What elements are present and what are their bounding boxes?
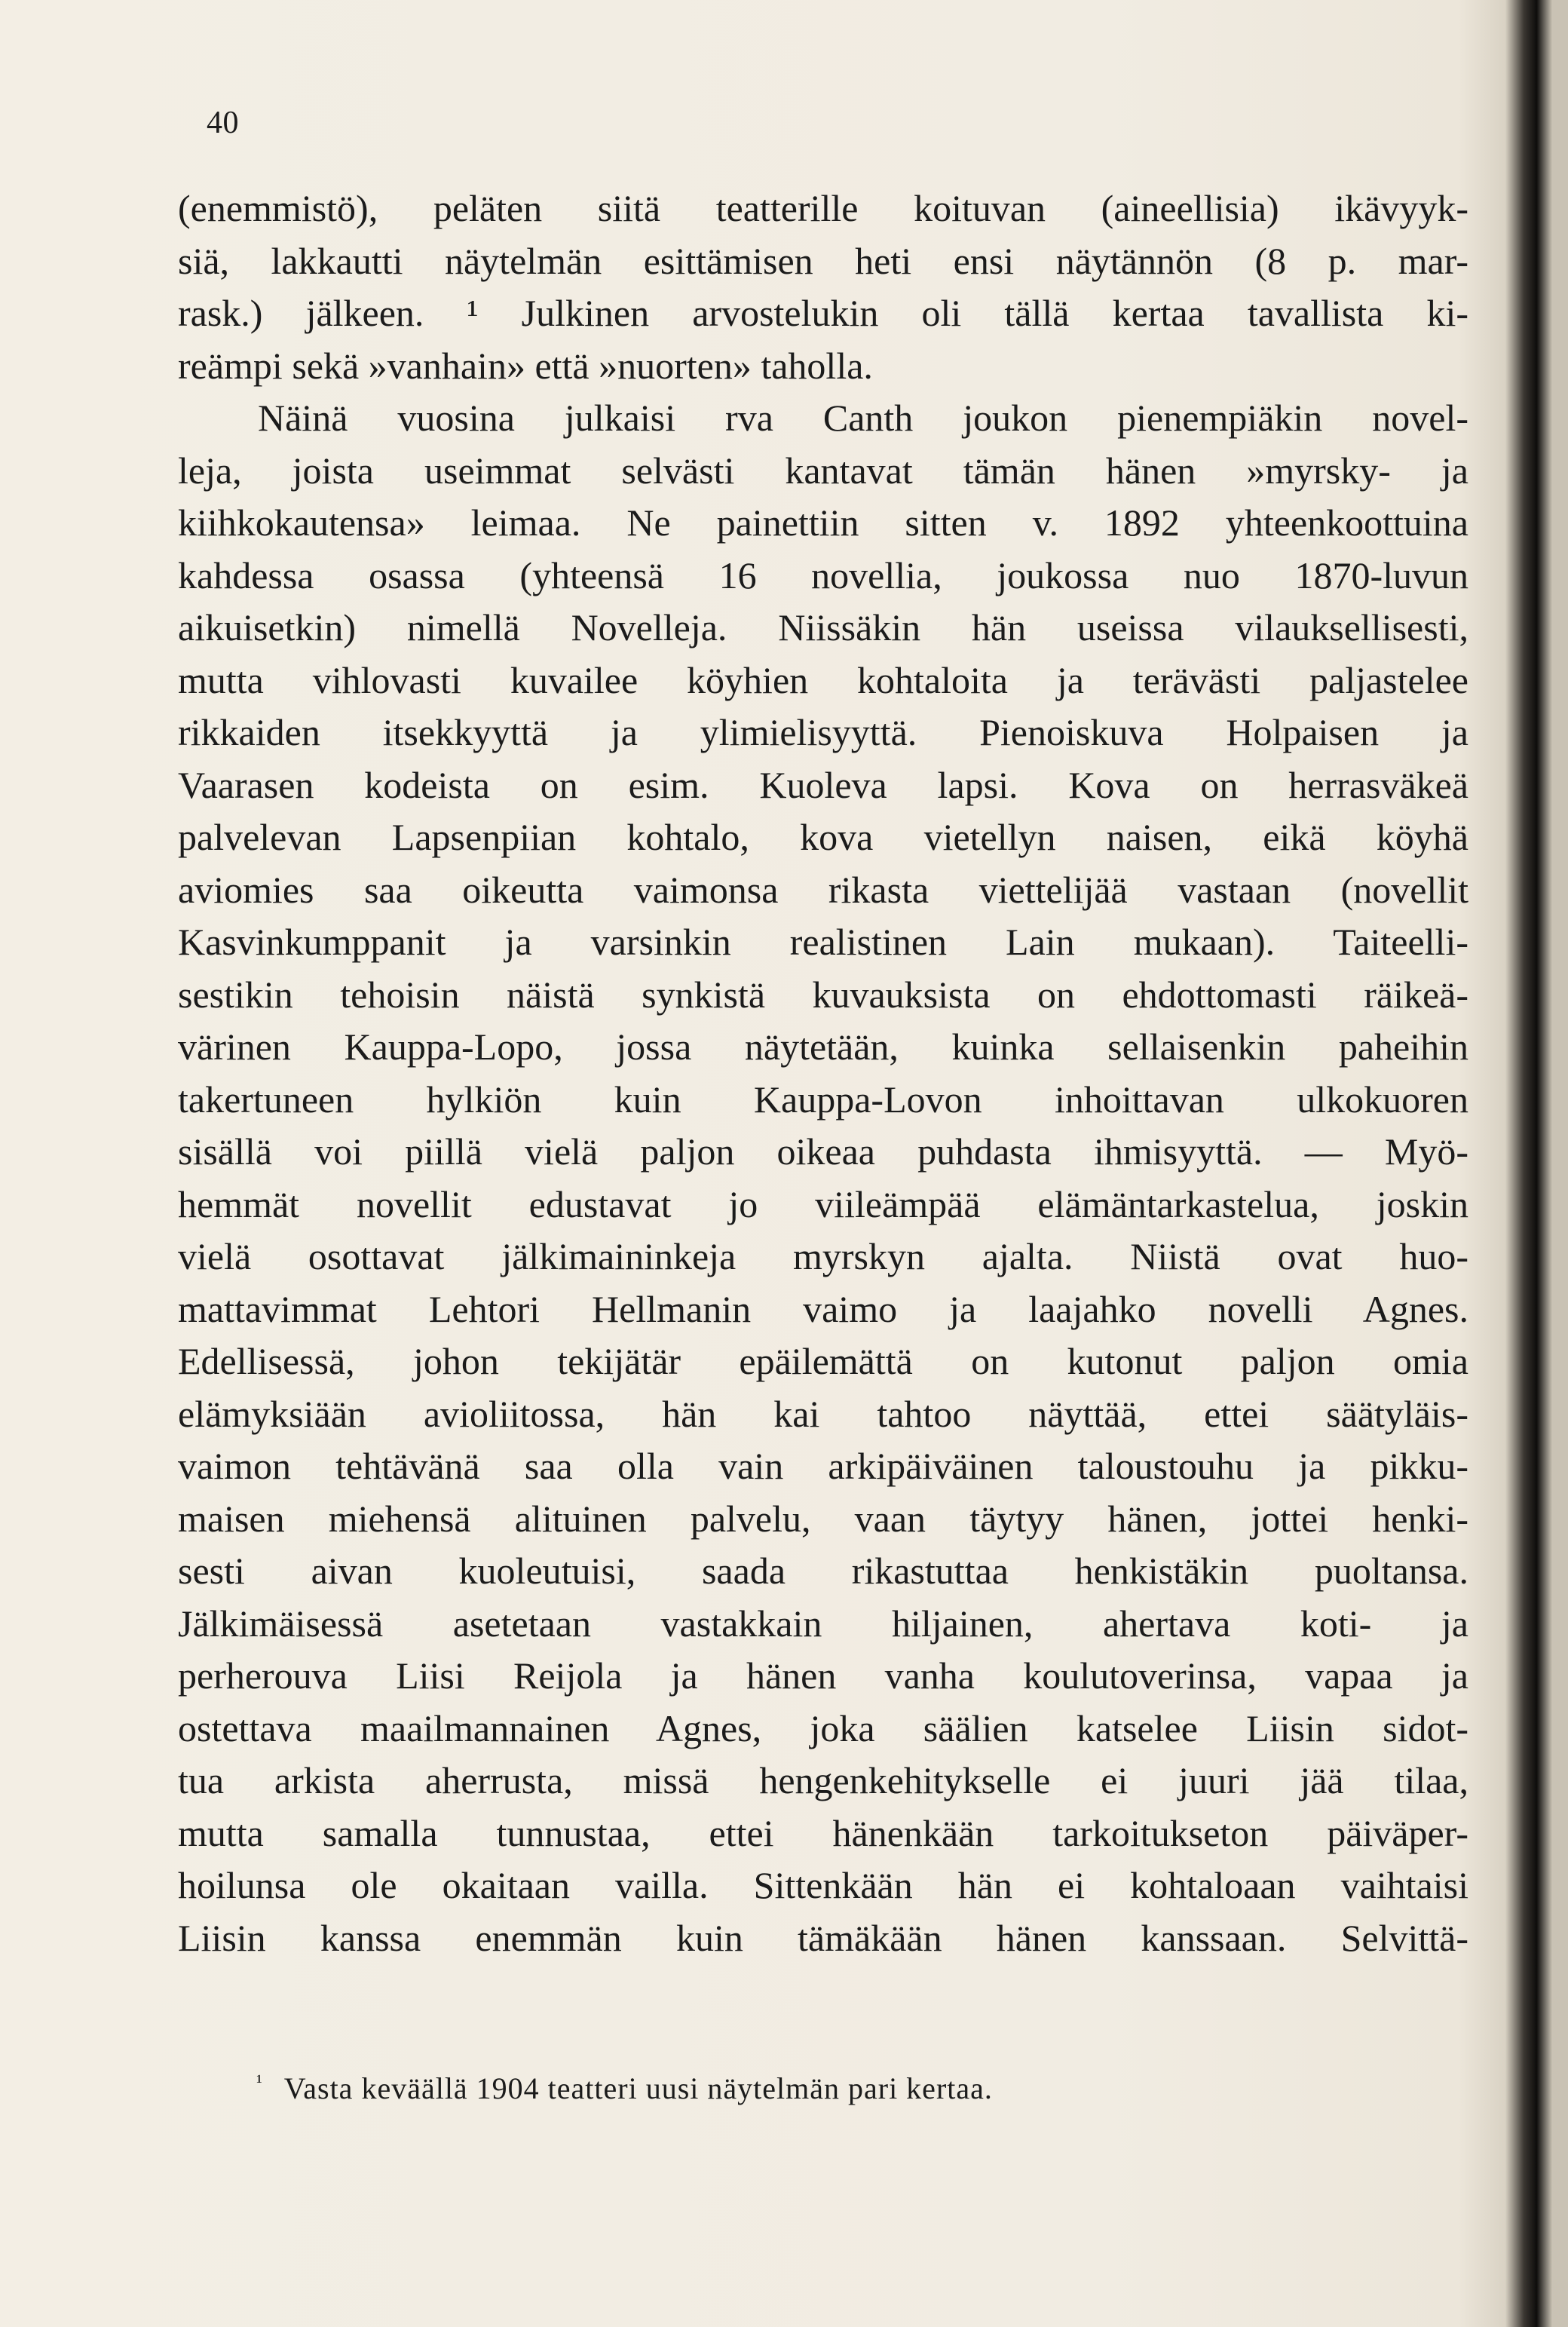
text-line: vielä osottavat jälkimaininkeja myrskyn ajalta. Niistä ovat huo- (178, 1235, 1468, 1277)
text-line: elämyksiään avioliitossa, hän kai tahtoo näyttää, ettei säätyläis- (178, 1392, 1468, 1435)
footnote (256, 2072, 993, 2104)
body-text (178, 182, 1468, 1964)
text-line: Näinä vuosina julkaisi rva Canth joukon pienempiäkin novel- (258, 397, 1468, 439)
text-line: Vaarasen kodeista on esim. Kuoleva lapsi. Kova on herrasväkeä (178, 763, 1468, 806)
text-line: hoilunsa ole okaitaan vailla. Sittenkään hän ei kohtaloaan vaihtaisi (178, 1864, 1468, 1906)
text-line: mutta samalla tunnustaa, ettei hänenkään tarkoitukseton päiväper- (178, 1811, 1468, 1854)
text-line: mutta vihlovasti kuvailee köyhien kohtaloita ja terävästi paljastelee (178, 658, 1468, 701)
text-line: Edellisessä, johon tekijätär epäilemättä on kutonut paljon omia (178, 1340, 1468, 1382)
text-line: leja, joista useimmat selvästi kantavat tämän hänen »myrsky- ja (178, 449, 1468, 492)
text-line: Jälkimäisessä asetetaan vastakkain hiljainen, ahertava koti- ja (178, 1602, 1468, 1645)
text-line: sesti aivan kuoleutuisi, saada rikastuttaa henkistäkin puoltansa. (178, 1550, 1468, 1592)
text-line: reämpi sekä »vanhain» että »nuorten» taholla. (178, 344, 873, 387)
text-line: maisen miehensä alituinen palvelu, vaan täytyy hänen, jottei henki- (178, 1497, 1468, 1540)
text-line: tua arkista aherrusta, missä hengenkehitykselle ei juuri jää tilaa, (178, 1759, 1468, 1801)
text-line: hemmät novellit edustavat jo viileämpää elämäntarkastelua, joskin (178, 1182, 1468, 1225)
text-line: aikuisetkin) nimellä Novelleja. Niissäkin hän useissa vilauksellisesti, (178, 606, 1468, 648)
text-line: siä, lakkautti näytelmän esittämisen heti ensi näytännön (8 p. mar- (178, 239, 1468, 282)
page-number: 40 (207, 106, 239, 140)
text-line: sisällä voi piillä vielä paljon oikeaa puhdasta ihmisyyttä. — Myö- (178, 1130, 1468, 1173)
text-line: aviomies saa oikeutta vaimonsa rikasta viettelijää vastaan (novellit (178, 868, 1468, 911)
text-line: (enemmistö), peläten siitä teatterille koituvan (aineellisia) ikävyyk- (178, 187, 1468, 229)
text-line: ostettava maailmannainen Agnes, joka säälien katselee Liisin sidot- (178, 1706, 1468, 1749)
text-line: mattavimmat Lehtori Hellmanin vaimo ja laajahko novelli Agnes. (178, 1287, 1468, 1330)
footnote-text: Vasta keväällä 1904 teatteri uusi näytelmän pari kertaa. (283, 2071, 993, 2105)
text-line: vaimon tehtävänä saa olla vain arkipäiväinen taloustouhu ja pikku- (178, 1445, 1468, 1487)
text-line: takertuneen hylkiön kuin Kauppa-Lovon inhoittavan ulkokuoren (178, 1078, 1468, 1121)
text-line: palvelevan Lapsenpiian kohtalo, kova vietellyn naisen, eikä köyhä (178, 816, 1468, 858)
text-line: kiihkokautensa» leimaa. Ne painettiin sitten v. 1892 yhteenkoottuina (178, 501, 1468, 544)
text-line: Liisin kanssa enemmän kuin tämäkään hänen kanssaan. Selvittä- (178, 1916, 1468, 1959)
footnote-mark: ¹ (256, 2071, 263, 2092)
text-line: rask.) jälkeen. ¹ Julkinen arvostelukin oli tällä kertaa tavallista ki- (178, 292, 1468, 334)
text-line: sestikin tehoisin näistä synkistä kuvauksista on ehdottomasti räikeä- (178, 973, 1468, 1016)
text-line: Kasvinkumppanit ja varsinkin realistinen Lain mukaan). Taiteelli- (178, 921, 1468, 963)
text-line: kahdessa osassa (yhteensä 16 novellia, joukossa nuo 1870-luvun (178, 553, 1468, 596)
text-line: värinen Kauppa-Lopo, jossa näytetään, kuinka sellaisenkin paheihin (178, 1026, 1468, 1068)
text-line: perherouva Liisi Reijola ja hänen vanha koulutoverinsa, vapaa ja (178, 1654, 1468, 1697)
text-line: rikkaiden itsekkyyttä ja ylimielisyyttä. Pienoiskuva Holpaisen ja (178, 711, 1468, 753)
